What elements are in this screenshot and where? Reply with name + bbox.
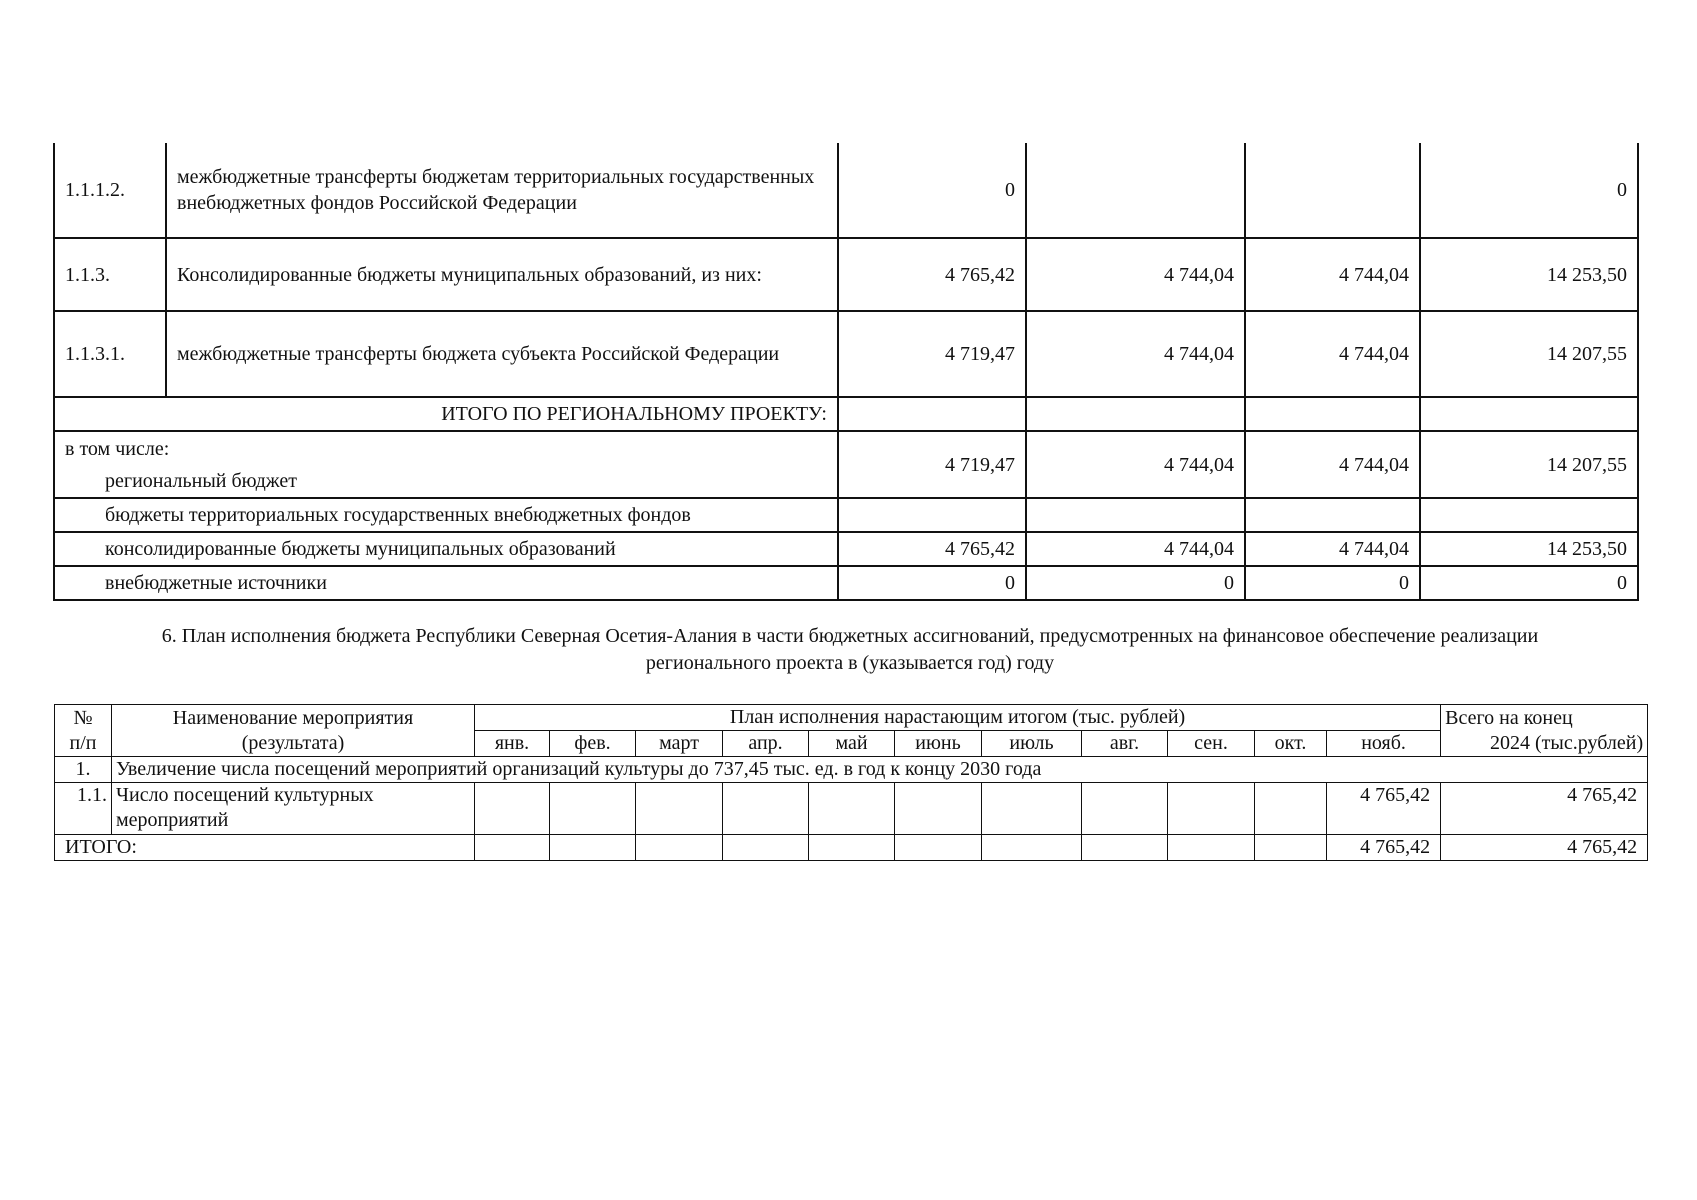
row-name: межбюджетные трансферты бюджета субъекта Российской Федерации [166, 311, 838, 397]
row-value-year3: 4 744,04 [1245, 238, 1420, 311]
month-mar: март [636, 731, 723, 757]
table-row [54, 311, 1638, 397]
month-feb: фев. [550, 731, 636, 757]
item-month-cell [550, 783, 636, 835]
header-num-line2: п/п [69, 731, 97, 754]
goal-text: Увеличение числа посещений мероприятий организаций культуры до 737,45 тыс. ед. в год к концу 2030 года [112, 757, 1648, 783]
total-month-cell [982, 835, 1082, 861]
total-month-cell [550, 835, 636, 861]
month-nov: нояб. [1327, 731, 1441, 757]
row-value-year3 [1245, 498, 1420, 532]
total-month-cell [809, 835, 895, 861]
row-code: 1.1.3.1. [54, 311, 166, 397]
header-total-line1: Всего на конец [1445, 706, 1573, 729]
row-value-year1: 0 [838, 566, 1026, 600]
plan-table [54, 704, 1648, 861]
including-cell [54, 431, 838, 498]
item-nov-value: 4 765,42 [1327, 783, 1441, 835]
sub-row-name: региональный бюджет [105, 470, 297, 492]
row-value-year2: 4 744,04 [1026, 532, 1245, 566]
month-oct: окт. [1255, 731, 1327, 757]
month-aug: авг. [1082, 731, 1168, 757]
item-month-cell [809, 783, 895, 835]
row-value-year1: 4 765,42 [838, 532, 1026, 566]
total-month-cell [1255, 835, 1327, 861]
row-value-total: 14 207,55 [1420, 311, 1638, 397]
sub-row-name: бюджеты территориальных государственных внебюджетных фондов [54, 498, 838, 532]
month-apr: апр. [723, 731, 809, 757]
row-value-year3 [1245, 143, 1420, 238]
total-cell [1245, 397, 1420, 431]
row-value-year3: 4 744,04 [1245, 431, 1420, 498]
header-name-line2: (результата) [241, 731, 345, 754]
row-value-total [1420, 498, 1638, 532]
row-value-year3: 4 744,04 [1245, 311, 1420, 397]
table-row [54, 431, 1638, 498]
total-cell [838, 397, 1026, 431]
month-jul: июль [982, 731, 1082, 757]
total-cell [1420, 397, 1638, 431]
total-nov-value: 4 765,42 [1327, 835, 1441, 861]
row-value-total: 14 207,55 [1420, 431, 1638, 498]
row-code: 1.1.3. [54, 238, 166, 311]
including-label: в том числе: [65, 438, 170, 460]
row-value-year2: 4 744,04 [1026, 311, 1245, 397]
item-month-cell [723, 783, 809, 835]
total-cell [1026, 397, 1245, 431]
header-num-line1: № [73, 706, 93, 729]
row-value-total: 14 253,50 [1420, 238, 1638, 311]
row-value-year1 [838, 498, 1026, 532]
project-total-label: ИТОГО ПО РЕГИОНАЛЬНОМУ ПРОЕКТУ: [54, 397, 838, 431]
goal-row [55, 757, 1648, 783]
item-month-cell [1255, 783, 1327, 835]
row-value-year1: 0 [838, 143, 1026, 238]
row-name: межбюджетные трансферты бюджетам территориальных государственных внебюджетных фондов Российской Федерации [166, 143, 838, 238]
sub-row-name: консолидированные бюджеты муниципальных образований [54, 532, 838, 566]
month-jun: июнь [895, 731, 982, 757]
row-code: 1.1.1.2. [54, 143, 166, 238]
item-month-cell [895, 783, 982, 835]
row-value-total: 0 [1420, 566, 1638, 600]
item-num: 1.1. [55, 783, 112, 835]
header-name [112, 705, 475, 757]
row-value-year1: 4 765,42 [838, 238, 1026, 311]
row-value-year2: 4 744,04 [1026, 431, 1245, 498]
header-name-line1: Наименование мероприятия [172, 706, 414, 729]
header-row [55, 705, 1648, 731]
row-value-year2: 4 744,04 [1026, 238, 1245, 311]
header-total-line2: 2024 (тыс.рублей) [1490, 731, 1644, 754]
row-value-total: 0 [1420, 143, 1638, 238]
total-month-cell [723, 835, 809, 861]
row-value-year2 [1026, 498, 1245, 532]
total-month-cell [475, 835, 550, 861]
item-total-value: 4 765,42 [1441, 783, 1648, 835]
item-name: Число посещений культурных мероприятий [112, 783, 475, 835]
header-total [1441, 705, 1648, 757]
table-row [54, 532, 1638, 566]
row-name: Консолидированные бюджеты муниципальных образований, из них: [166, 238, 838, 311]
sub-row-name: внебюджетные источники [54, 566, 838, 600]
table-row [54, 566, 1638, 600]
month-may: май [809, 731, 895, 757]
table-row [54, 238, 1638, 311]
total-value: 4 765,42 [1441, 835, 1648, 861]
item-row [55, 783, 1648, 835]
section-heading [60, 623, 1640, 677]
row-value-year1: 4 719,47 [838, 431, 1026, 498]
total-label: ИТОГО: [55, 835, 475, 861]
month-jan: янв. [475, 731, 550, 757]
item-month-cell [1168, 783, 1255, 835]
total-month-cell [1168, 835, 1255, 861]
month-sep: сен. [1168, 731, 1255, 757]
total-month-cell [636, 835, 723, 861]
row-value-year2: 0 [1026, 566, 1245, 600]
section-heading-line2: регионального проекта в (указывается год) году [645, 652, 1055, 674]
item-month-cell [475, 783, 550, 835]
row-value-year1: 4 719,47 [838, 311, 1026, 397]
header-plan: План исполнения нарастающим итогом (тыс. рублей) [475, 705, 1441, 731]
total-row [54, 397, 1638, 431]
total-month-cell [1082, 835, 1168, 861]
item-month-cell [636, 783, 723, 835]
row-value-year2 [1026, 143, 1245, 238]
budget-table [53, 143, 1639, 601]
row-value-total: 14 253,50 [1420, 532, 1638, 566]
row-value-year3: 0 [1245, 566, 1420, 600]
header-num [55, 705, 112, 757]
goal-num: 1. [55, 757, 112, 783]
item-month-cell [982, 783, 1082, 835]
table-row [54, 143, 1638, 238]
total-row [55, 835, 1648, 861]
section-heading-line1: 6. План исполнения бюджета Республики Северная Осетия-Алания в части бюджетных ассигнований, предусмотренных на финансовое обеспечение реализации [161, 625, 1539, 647]
item-month-cell [1082, 783, 1168, 835]
total-month-cell [895, 835, 982, 861]
table-row [54, 498, 1638, 532]
row-value-year3: 4 744,04 [1245, 532, 1420, 566]
